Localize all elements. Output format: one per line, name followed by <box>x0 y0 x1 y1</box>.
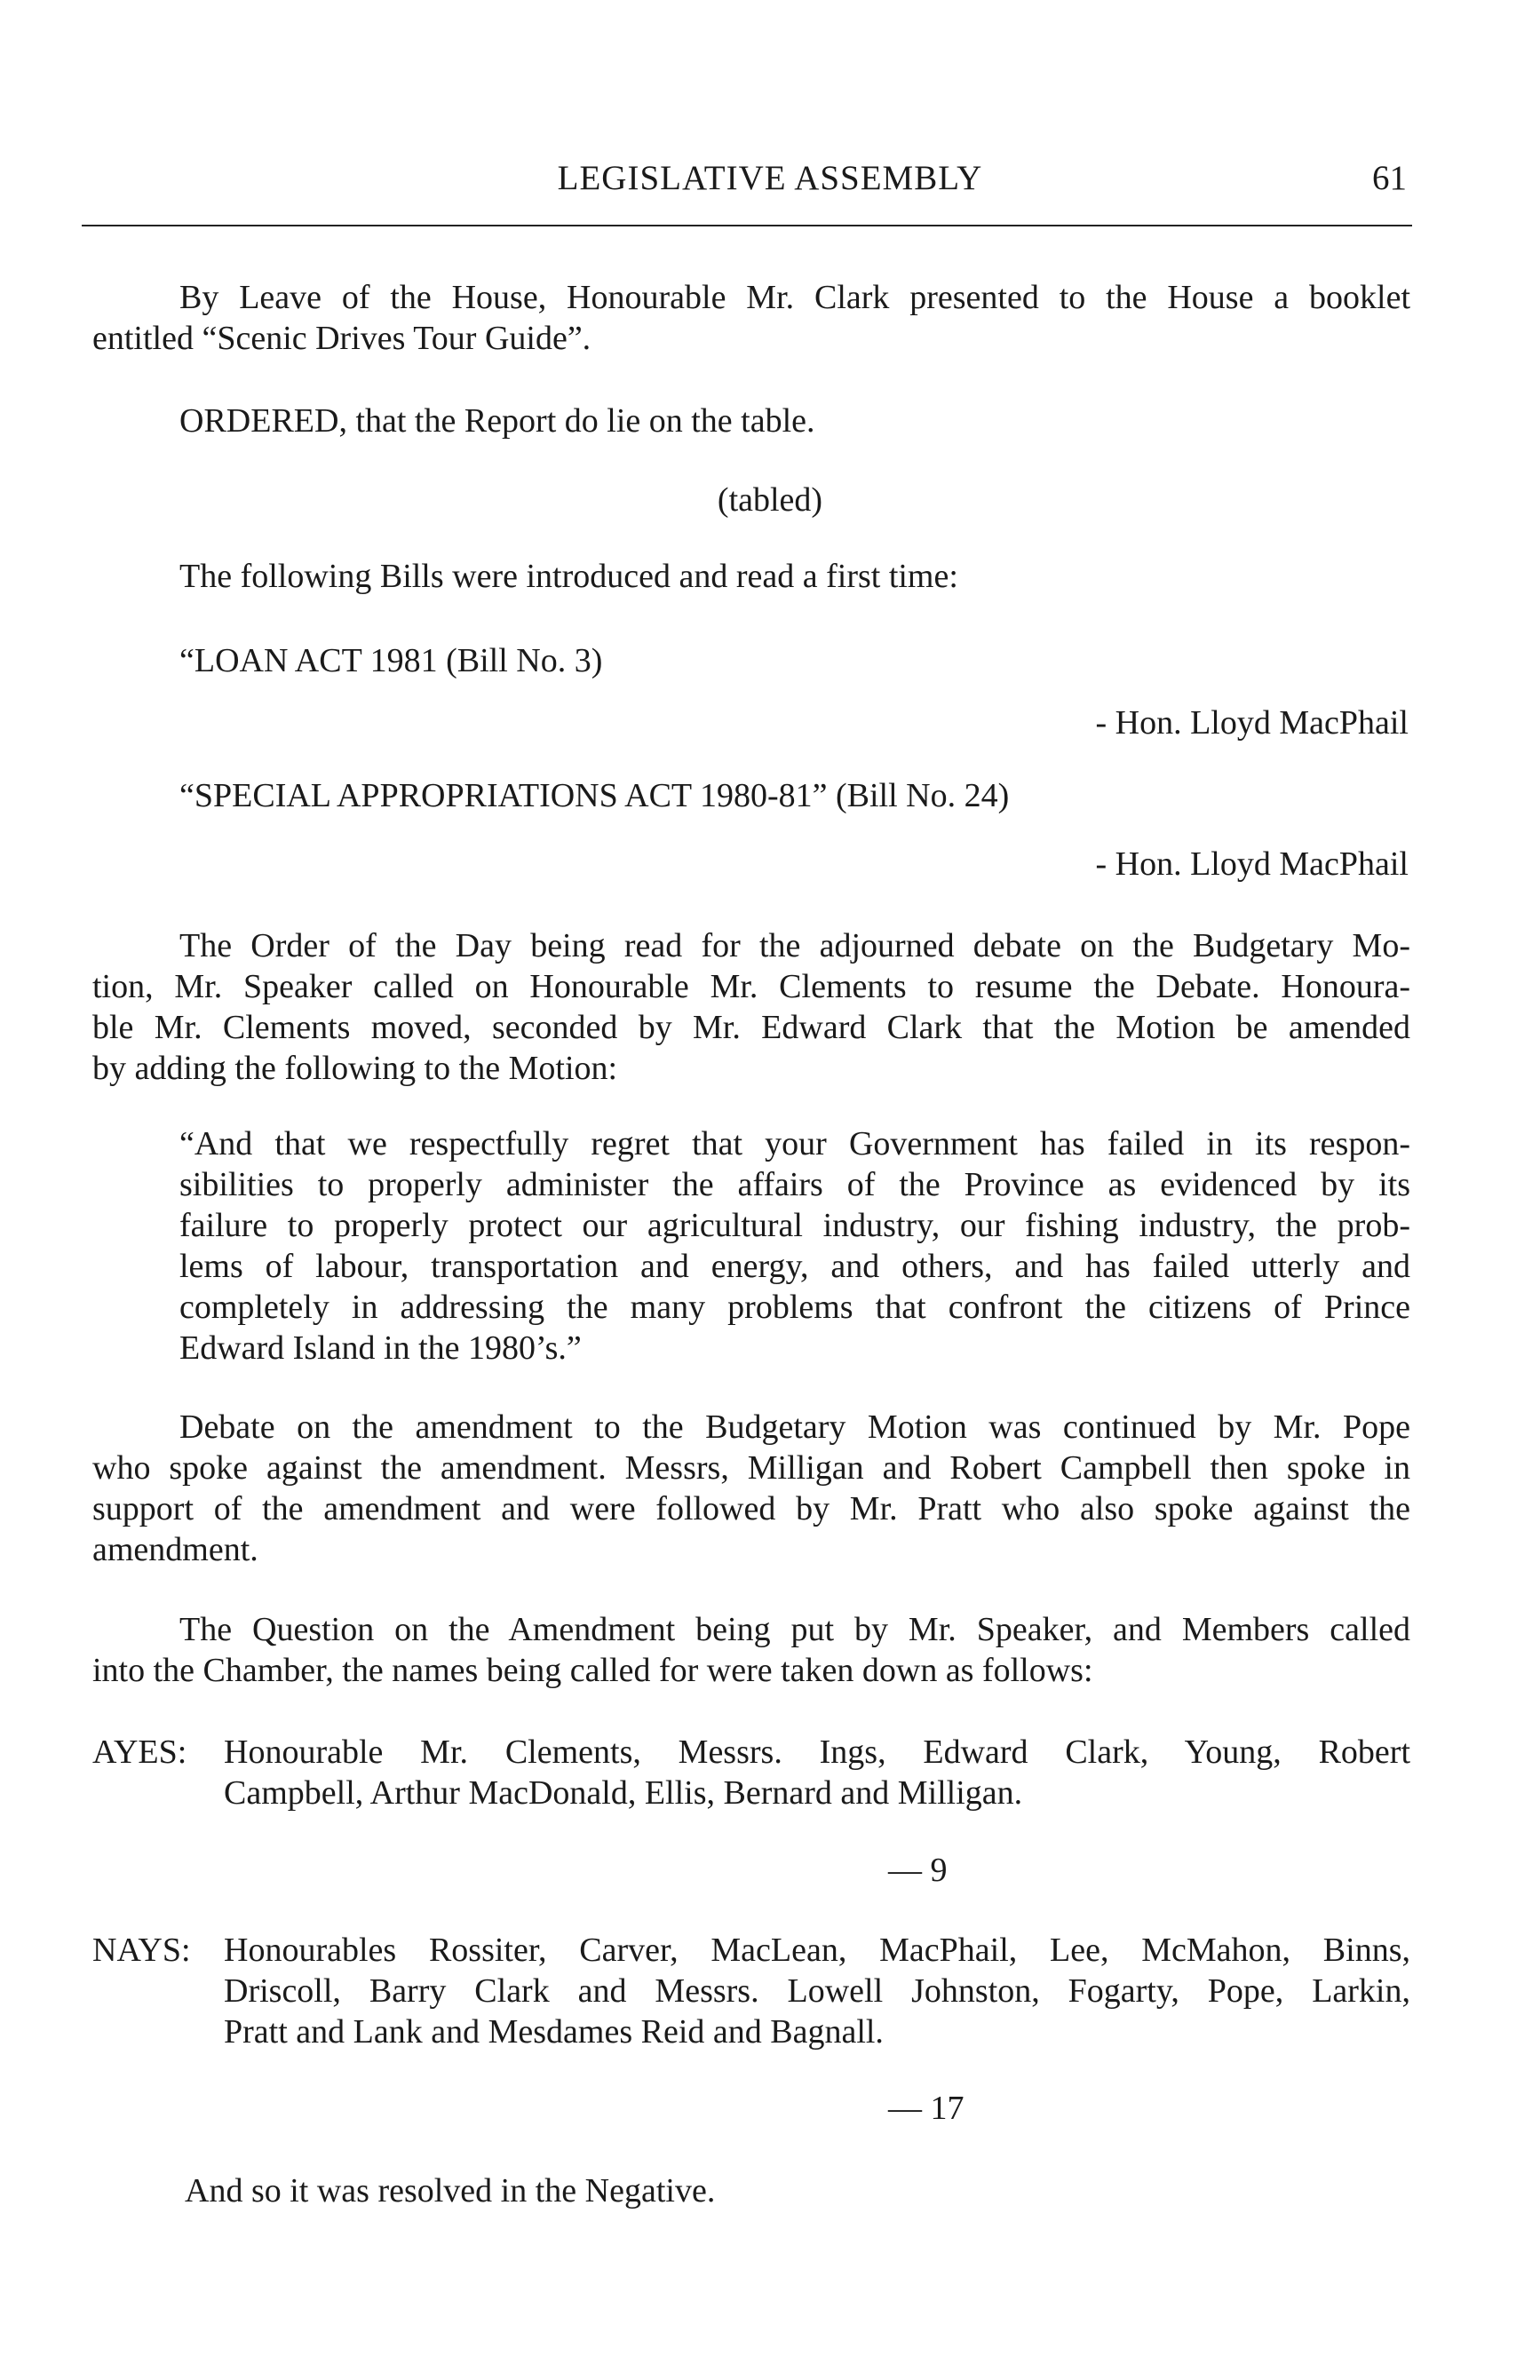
tabled-note: (tabled) <box>717 481 823 519</box>
amendment-quote <box>179 1123 1410 1368</box>
names-line: Honourable Mr. Clements, Messrs. Ings, Edward Clark, Young, Robert <box>224 1733 1410 1771</box>
paragraph-line: By Leave of the House, Honourable Mr. Clark presented to the House a booklet <box>179 279 1410 316</box>
bill-title: “SPECIAL APPROPRIATIONS ACT 1980-81” (Bill No. 24) <box>179 777 1010 814</box>
paragraph-line: into the Chamber, the names being called for were taken down as follows: <box>92 1652 1093 1689</box>
question-paragraph <box>92 1609 1410 1691</box>
paragraph-line: Debate on the amendment to the Budgetary Motion was continued by Mr. Pope <box>179 1408 1410 1446</box>
bills-intro: The following Bills were introduced and read a first time: <box>179 558 958 595</box>
paragraph-line: support of the amendment and were followed by Mr. Pratt who also spoke against the <box>92 1490 1410 1527</box>
names-line: Driscoll, Barry Clark and Messrs. Lowell Johnston, Fogarty, Pope, Larkin, <box>224 1972 1410 2010</box>
paragraph-line: entitled “Scenic Drives Tour Guide”. <box>92 320 591 357</box>
order-of-day-paragraph <box>92 925 1410 1089</box>
names-line: Campbell, Arthur MacDonald, Ellis, Bernard and Milligan. <box>224 1774 1023 1812</box>
page-number: 61 <box>1372 159 1407 197</box>
names-line: Honourables Rossiter, Carver, MacLean, MacPhail, Lee, McMahon, Binns, <box>224 1932 1410 1969</box>
quote-line: lems of labour, transportation and energy, and others, and has failed utterly and <box>179 1248 1410 1285</box>
quote-line: “And that we respectfully regret that your Government has failed in its respon- <box>179 1125 1410 1162</box>
paragraph-line: amendment. <box>92 1531 258 1568</box>
debate-paragraph <box>92 1407 1410 1570</box>
ayes-label: AYES: <box>92 1733 187 1771</box>
running-head: LEGISLATIVE ASSEMBLY <box>557 159 983 197</box>
nays-names <box>224 1930 1410 2052</box>
paragraph-line: by adding the following to the Motion: <box>92 1050 618 1087</box>
paragraph-line: tion, Mr. Speaker called on Honourable Mr. Clements to resume the Debate. Honoura- <box>92 968 1410 1005</box>
quote-line: sibilities to properly administer the affairs of the Province as evidenced by its <box>179 1166 1410 1203</box>
quote-line: failure to properly protect our agricultural industry, our fishing industry, the prob- <box>179 1207 1410 1244</box>
ayes-count: — 9 <box>888 1852 948 1889</box>
header-rule <box>82 225 1412 226</box>
names-line: Pratt and Lank and Mesdames Reid and Bagnall. <box>224 2013 884 2051</box>
resolution-statement: And so it was resolved in the Negative. <box>185 2172 716 2209</box>
paragraph-line: ble Mr. Clements moved, seconded by Mr. Edward Clark that the Motion be amended <box>92 1009 1410 1046</box>
quote-line: Edward Island in the 1980’s.” <box>179 1329 582 1367</box>
nays-label: NAYS: <box>92 1932 191 1969</box>
ayes-names <box>224 1732 1410 1813</box>
quote-line: completely in addressing the many problems that confront the citizens of Prince <box>179 1289 1410 1326</box>
booklet-paragraph <box>92 277 1410 359</box>
nays-count: — 17 <box>888 2090 964 2127</box>
bill-title: “LOAN ACT 1981 (Bill No. 3) <box>179 642 603 679</box>
paragraph-line: The Question on the Amendment being put by Mr. Speaker, and Members called <box>179 1611 1410 1648</box>
bill-sponsor: - Hon. Lloyd MacPhail <box>1095 704 1409 742</box>
paragraph-line: The Order of the Day being read for the adjourned debate on the Budgetary Mo- <box>179 927 1410 964</box>
ordered-statement: ORDERED, that the Report do lie on the table. <box>179 402 815 440</box>
bill-sponsor: - Hon. Lloyd MacPhail <box>1095 845 1409 883</box>
paragraph-line: who spoke against the amendment. Messrs, Milligan and Robert Campbell then spoke in <box>92 1449 1410 1487</box>
